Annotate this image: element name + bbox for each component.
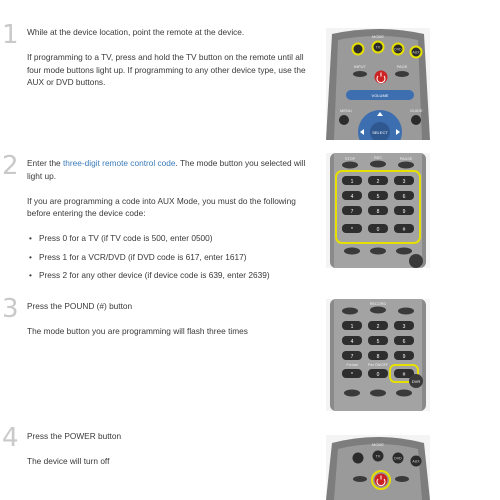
- svg-text:7: 7: [350, 354, 354, 360]
- remote-image-pound: [326, 299, 430, 411]
- list-item: • Press 1 for a VCR/DVD (if DVD code is 617, enter 1617): [27, 251, 317, 264]
- label-dvr: DVR: [411, 379, 421, 384]
- step-text: [27, 430, 317, 480]
- list-item: • Press 0 for a TV (if TV code is 500, enter 0500): [27, 232, 317, 245]
- svg-text:5: 5: [376, 194, 380, 200]
- step-1: [0, 22, 500, 142]
- step-paragraph: The mode button you are programming will flash three times: [27, 326, 248, 336]
- step-paragraph: If you are programming a code into AUX Mode, you must do the following before entering the device code:: [27, 195, 296, 218]
- top-strip: [0, 0, 500, 6]
- step-number: 3: [2, 294, 19, 324]
- label-dvd: DVD: [394, 456, 402, 461]
- label-format: Format: [346, 363, 358, 367]
- svg-text:2: 2: [376, 324, 380, 330]
- label-aux: AUX: [412, 459, 420, 464]
- step-3: [0, 296, 500, 411]
- svg-text:6: 6: [402, 194, 406, 200]
- step-paragraph: Enter the three-digit remote control code. The mode button you selected will light up.: [27, 158, 306, 181]
- remote-image-power: [326, 435, 430, 500]
- pound-key-label: #: [402, 372, 406, 378]
- svg-text:6: 6: [402, 339, 406, 345]
- svg-text:1: 1: [350, 324, 354, 330]
- svg-text:5: 5: [376, 339, 380, 345]
- svg-text:0: 0: [376, 227, 380, 233]
- label-pause: PAUSE: [399, 157, 413, 161]
- svg-text:#: #: [402, 227, 406, 233]
- step-text: [27, 26, 317, 101]
- list-item: • Press 2 for any other device (if device code is 639, enter 2639): [27, 269, 317, 282]
- svg-text:2: 2: [376, 179, 380, 185]
- label-pwr: Pwr ON/OFF: [367, 363, 389, 367]
- label-aux: AUX: [412, 50, 420, 55]
- step-paragraph: Press the POUND (#) button: [27, 301, 133, 311]
- label-mode: MODE: [372, 442, 384, 447]
- svg-text:4: 4: [350, 339, 354, 345]
- step-number: 1: [2, 20, 19, 50]
- svg-text:*: *: [351, 227, 353, 233]
- label-rec: REC: [373, 156, 383, 160]
- label-select: SELECT: [372, 130, 388, 135]
- svg-text:9: 9: [402, 209, 406, 215]
- step-2: [0, 153, 500, 278]
- bullet-list: [27, 232, 317, 282]
- svg-text:3: 3: [402, 179, 406, 185]
- svg-text:8: 8: [376, 354, 380, 360]
- label-record: RECORD: [369, 302, 387, 306]
- step-paragraph: If programming to a TV, press and hold the TV button on the remote until all four mode buttons light up. If programming to any other device type, use the AUX or DVD buttons.: [27, 52, 306, 87]
- svg-text:3: 3: [402, 324, 406, 330]
- step-text: [27, 157, 317, 288]
- svg-text:9: 9: [402, 354, 406, 360]
- label-tv: TV: [375, 454, 381, 459]
- step-paragraph: Press the POWER button: [27, 431, 122, 441]
- svg-text:0: 0: [376, 372, 380, 378]
- step-paragraph: While at the device location, point the remote at the device.: [27, 27, 245, 37]
- svg-text:1: 1: [350, 179, 354, 185]
- label-page: PAGE: [396, 64, 408, 69]
- remote-code-link[interactable]: three-digit remote control code: [62, 158, 176, 168]
- label-menu: MENU: [340, 108, 352, 113]
- label-input: INPUT: [354, 64, 366, 69]
- svg-text:7: 7: [350, 209, 354, 215]
- svg-text:*: *: [351, 372, 353, 378]
- label-stop: STOP: [344, 157, 356, 161]
- label-guide: GUIDE: [410, 108, 423, 113]
- label-volume: VOLUME: [371, 93, 389, 98]
- svg-text:8: 8: [376, 209, 380, 215]
- step-number: 2: [2, 151, 19, 181]
- label-tv: TV: [375, 45, 381, 50]
- step-paragraph: The device will turn off: [27, 456, 110, 466]
- label-dvd: DVD: [394, 47, 402, 52]
- step-4: [0, 425, 500, 500]
- label-mode: MODE: [372, 34, 384, 39]
- remote-image-top: [326, 28, 430, 140]
- svg-text:4: 4: [350, 194, 354, 200]
- remote-image-keypad: [326, 153, 430, 268]
- step-number: 4: [2, 423, 19, 453]
- step-text: [27, 300, 317, 350]
